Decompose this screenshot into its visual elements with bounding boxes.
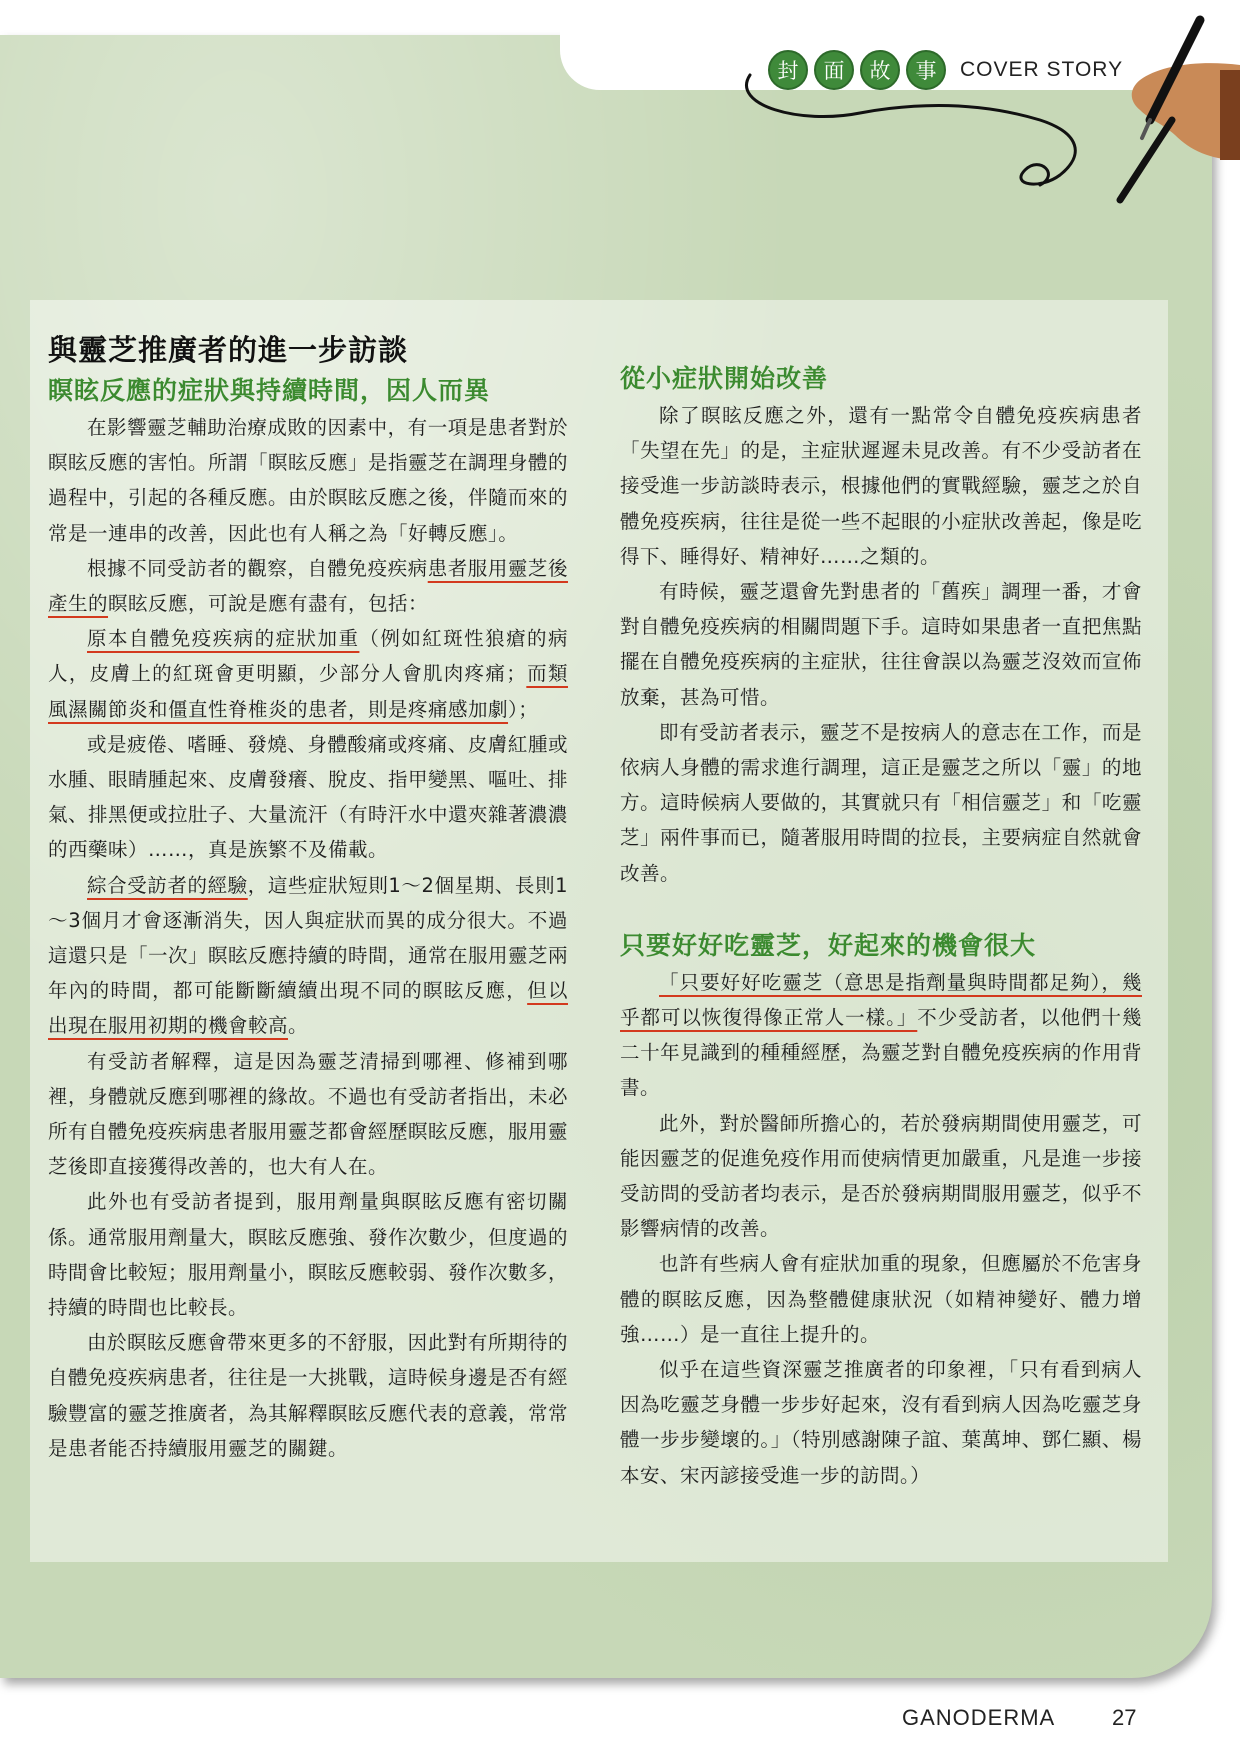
paragraph: 此外，對於醫師所擔心的，若於發病期間使用靈芝，可能因靈芝的促進免疫作用而使病情更加嚴重，凡是進一步接受訪問的受訪者均表示，是否於發病期間服用靈芝，似乎不影響病情的改善。 <box>620 1111 1142 1241</box>
right-column <box>620 360 1142 1493</box>
paragraph <box>620 965 1142 1106</box>
badge-char: 故 <box>860 50 900 90</box>
magazine-name: GANODERMA <box>902 1705 1056 1730</box>
underlined-text: 而類風濕關節炎和僵直性脊椎炎的患者，則是疼痛感加劇 <box>48 662 568 721</box>
paragraph: 除了瞑眩反應之外，還有一點常令自體免疫疾病患者「失望在先」的是，主症狀遲遲未見改善。有不少受訪者在接受進一步訪談時表示，根據他們的實戰經驗，靈芝之於自體免疫疾病，往往是從一些不起眼的小症狀改善起，像是吃得下、睡得好、精神好……之類的。 <box>620 404 1142 568</box>
text: 不少受訪者，以他們十幾二十年見識到的種種經歷，為靈芝對自體免疫疾病的作用背書。 <box>620 1006 1142 1100</box>
badge-char: 面 <box>814 50 854 90</box>
paragraph: 在影響靈芝輔助治療成敗的因素中，有一項是患者對於瞑眩反應的害怕。所謂「瞑眩反應」是指靈芝在調理身體的過程中，引起的各種反應。由於瞑眩反應之後，伴隨而來的常是一連串的改善，因此也有人稱之為「好轉反應」。 <box>48 416 569 545</box>
underlined-text: 但以出現在服用初期的機會較高 <box>48 979 568 1038</box>
text: ）； <box>508 697 539 721</box>
underlined-text: 「只要好好吃靈芝（意思是指劑量與時間都足夠），幾乎都可以恢復得像正常人一樣。」 <box>620 970 1142 1030</box>
underlined-text: 原本自體免疫疾病的症狀加重 <box>87 627 360 651</box>
underlined-text: 綜合受訪者的經驗 <box>87 873 248 897</box>
paragraph: 似乎在這些資深靈芝推廣者的印象裡，「只有看到病人因為吃靈芝身體一步步好起來，沒有看到病人因為吃靈芝身體一步步變壞的。」（特別感謝陳子誼、葉萬坤、鄧仁顯、楊本安、宋丙諺接受進一步的訪問。） <box>620 1358 1142 1487</box>
paragraph: 也許有些病人會有症狀加重的現象，但應屬於不危害身體的瞑眩反應，因為整體健康狀況（如精神變好、體力增強……）是一直往上提升的。 <box>620 1252 1142 1346</box>
hand-with-pen-icon <box>1080 10 1240 210</box>
cover-story-badge <box>768 50 1123 90</box>
section-heading: 瞑眩反應的症狀與持續時間，因人而異 <box>48 376 491 405</box>
paragraph: 此外也有受訪者提到，服用劑量與瞑眩反應有密切關係。通常服用劑量大，瞑眩反應強、發作次數少，但度過的時間會比較短；服用劑量小，瞑眩反應較弱、發作次數多，持續的時間也比較長。 <box>48 1190 569 1320</box>
paragraph: 有時候，靈芝還會先對患者的「舊疾」調理一番，才會對自體免疫疾病的相關問題下手。這時如果患者一直把焦點擺在自體免疫疾病的主症狀，往往會誤以為靈芝沒效而宣佈放棄，甚為可惜。 <box>620 580 1142 709</box>
paragraph: 或是疲倦、嗜睡、發燒、身體酸痛或疼痛、皮膚紅腫或水腫、眼睛腫起來、皮膚發癢、脫皮、指甲變黑、嘔吐、排氣、排黑便或拉肚子、大量流汗（有時汗水中還夾雜著濃濃的西藥味）……，真是族繁不及備載。 <box>48 732 569 862</box>
page-number: 27 <box>1112 1705 1137 1730</box>
section-heading: 只要好好吃靈芝，好起來的機會很大 <box>620 930 1037 960</box>
paragraph: 即有受訪者表示，靈芝不是按病人的意志在工作，而是依病人身體的需求進行調理，這正是靈芝之所以「靈」的地方。這時候病人要做的，其實就只有「相信靈芝」和「吃靈芝」兩件事而已，隨著服用時間的拉長，主要病症自然就會改善。 <box>620 720 1142 885</box>
section-heading: 從小症狀開始改善 <box>620 364 829 393</box>
paragraph <box>48 868 568 1044</box>
text: ，這些症狀短則1～2個星期、長則1～3個月才會逐漸消失，因人與症狀而異的成分很大。不過這還只是「一次」瞑眩反應持續的時間，通常在服用靈芝兩年內的時間，都可能斷斷續續出現不同的瞑眩反應， <box>48 873 569 1003</box>
badge-char: 事 <box>906 50 946 90</box>
section-label: COVER STORY <box>960 58 1124 81</box>
badge-char: 封 <box>768 50 808 90</box>
text: （例如紅斑性狼瘡的病人，皮膚上的紅斑會更明顯，少部分人會肌肉疼痛； <box>48 627 568 686</box>
paragraph <box>48 551 568 621</box>
left-column <box>48 330 568 1466</box>
text: 。 <box>288 1014 309 1038</box>
paragraph: 有受訪者解釋，這是因為靈芝清掃到哪裡、修補到哪裡，身體就反應到哪裡的緣故。不過也有受訪者指出，未必所有自體免疫疾病患者服用靈芝都會經歷瞑眩反應，服用靈芝後即直接獲得改善的，也大有人在。 <box>48 1049 569 1179</box>
underlined-text: 患者服用靈芝後產生的 <box>48 556 568 616</box>
paragraph: 由於瞑眩反應會帶來更多的不舒服，因此對有所期待的自體免疫疾病患者，往往是一大挑戰，這時候身邊是否有經驗豐富的靈芝推廣者，為其解釋瞑眩反應代表的意義，常常是患者能否持續服用靈芝的關鍵。 <box>48 1331 569 1460</box>
text: 瞑眩反應，可說是應有盡有，包括： <box>108 592 429 616</box>
paragraph <box>48 621 568 727</box>
article-title: 與靈芝推廣者的進一步訪談 <box>48 333 409 367</box>
text: 根據不同受訪者的觀察，自體免疫疾病 <box>87 556 428 580</box>
